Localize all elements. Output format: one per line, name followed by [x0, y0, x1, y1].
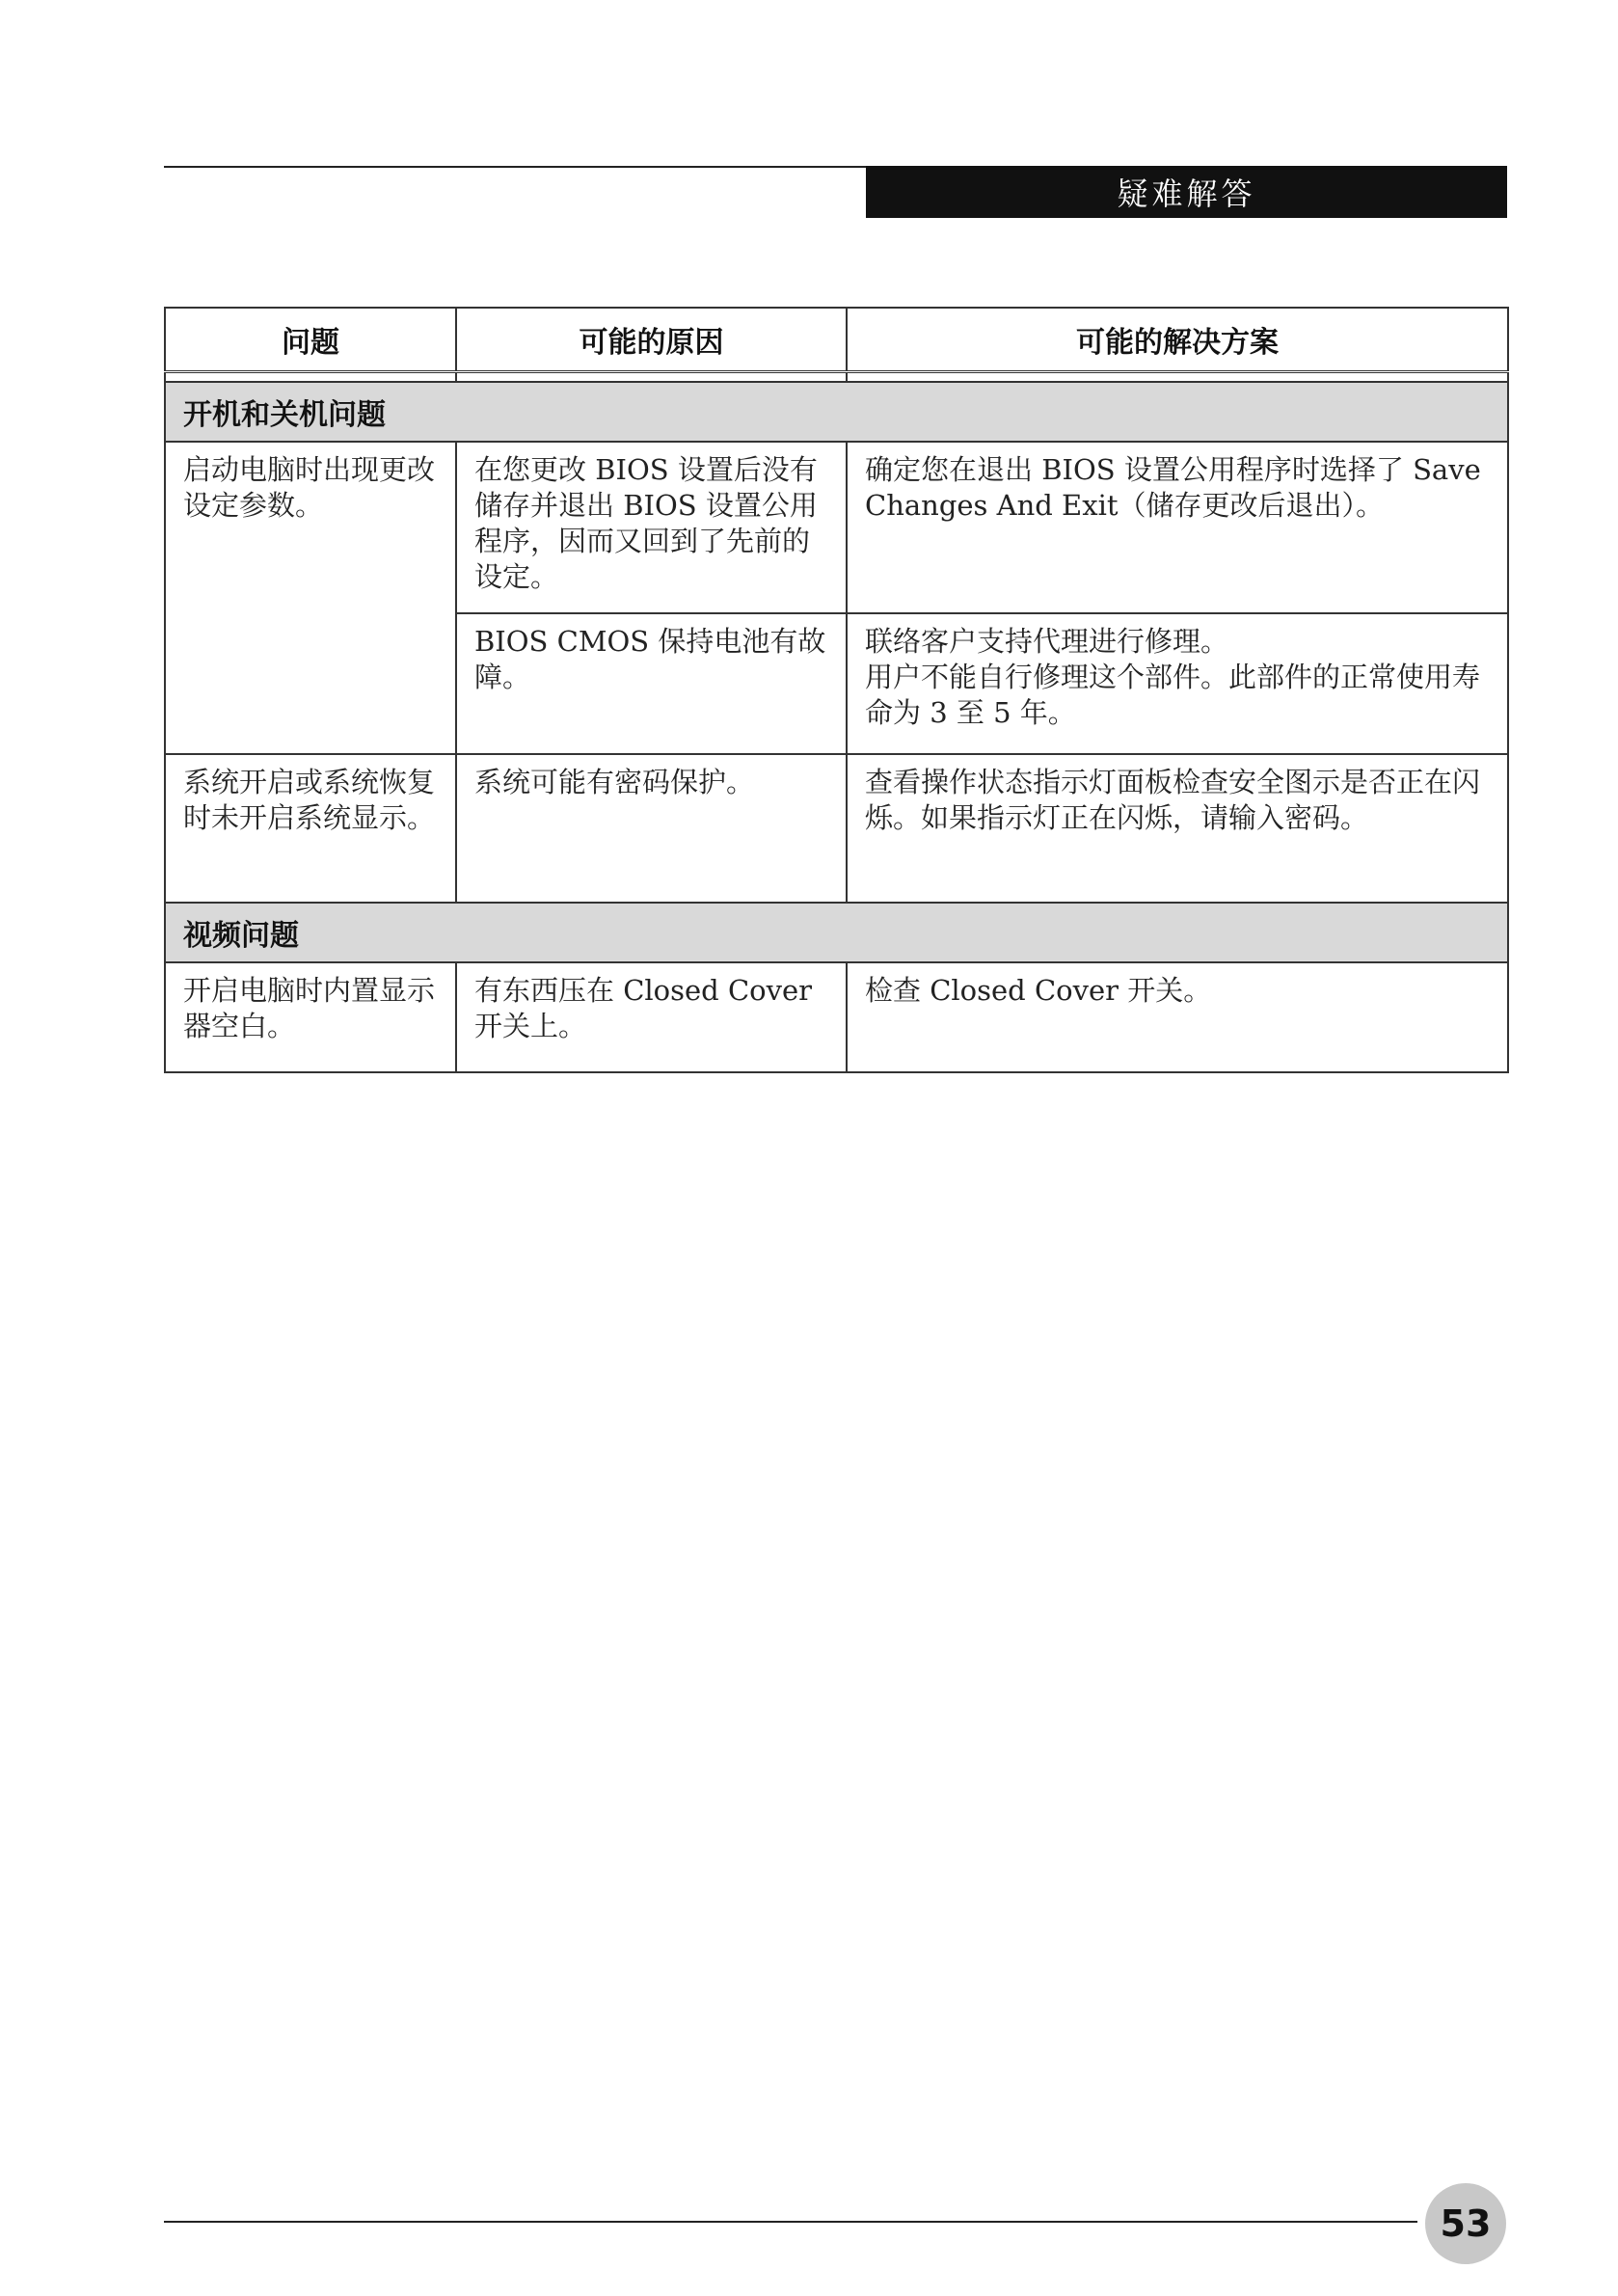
- solution-line: 确定您在退出 BIOS 设置公用程序时选择了 Save Changes And Exit（储存更改后退出）。: [865, 453, 1481, 522]
- table-row: [165, 962, 1508, 1072]
- troubleshooting-table: [164, 307, 1509, 1073]
- cause-cell: 系统可能有密码保护。: [456, 754, 847, 903]
- chapter-header: [866, 166, 1507, 218]
- header-gap: [165, 372, 1508, 383]
- table-row: [165, 442, 1508, 613]
- solution-cell: [847, 754, 1508, 903]
- section-title: 开机和关机问题: [165, 382, 1508, 442]
- section-row: [165, 903, 1508, 962]
- column-header-problem: 问题: [165, 308, 456, 372]
- solution-cell: [847, 613, 1508, 754]
- cause-cell: 有东西压在 Closed Cover 开关上。: [456, 962, 847, 1072]
- table-row: [165, 754, 1508, 903]
- solution-line: 查看操作状态指示灯面板检查安全图示是否正在闪烁。如果指示灯正在闪烁，请输入密码。: [865, 766, 1481, 834]
- page-number: 53: [1440, 2202, 1492, 2245]
- solution-line: 检查 Closed Cover 开关。: [865, 974, 1212, 1007]
- problem-cell: 开启电脑时内置显示器空白。: [165, 962, 456, 1072]
- solution-line: 联络客户支持代理进行修理。: [865, 625, 1229, 658]
- cause-cell: BIOS CMOS 保持电池有故障。: [456, 613, 847, 754]
- table-header-row: [165, 308, 1508, 372]
- solution-cell: [847, 962, 1508, 1072]
- problem-cell: 系统开启或系统恢复时未开启系统显示。: [165, 754, 456, 903]
- column-header-cause: 可能的原因: [456, 308, 847, 372]
- chapter-title: 疑难解答: [1117, 176, 1256, 212]
- solution-cell: [847, 442, 1508, 613]
- solution-line: 用户不能自行修理这个部件。此部件的正常使用寿命为 3 至 5 年。: [865, 661, 1481, 729]
- page-number-badge: [1425, 2183, 1506, 2264]
- cause-cell: 在您更改 BIOS 设置后没有储存并退出 BIOS 设置公用程序，因而又回到了先前的设定。: [456, 442, 847, 613]
- column-header-solution: 可能的解决方案: [847, 308, 1508, 372]
- bottom-rule: [164, 2221, 1417, 2223]
- section-title: 视频问题: [165, 903, 1508, 962]
- problem-cell: 启动电脑时出现更改设定参数。: [165, 442, 456, 754]
- section-row: [165, 382, 1508, 442]
